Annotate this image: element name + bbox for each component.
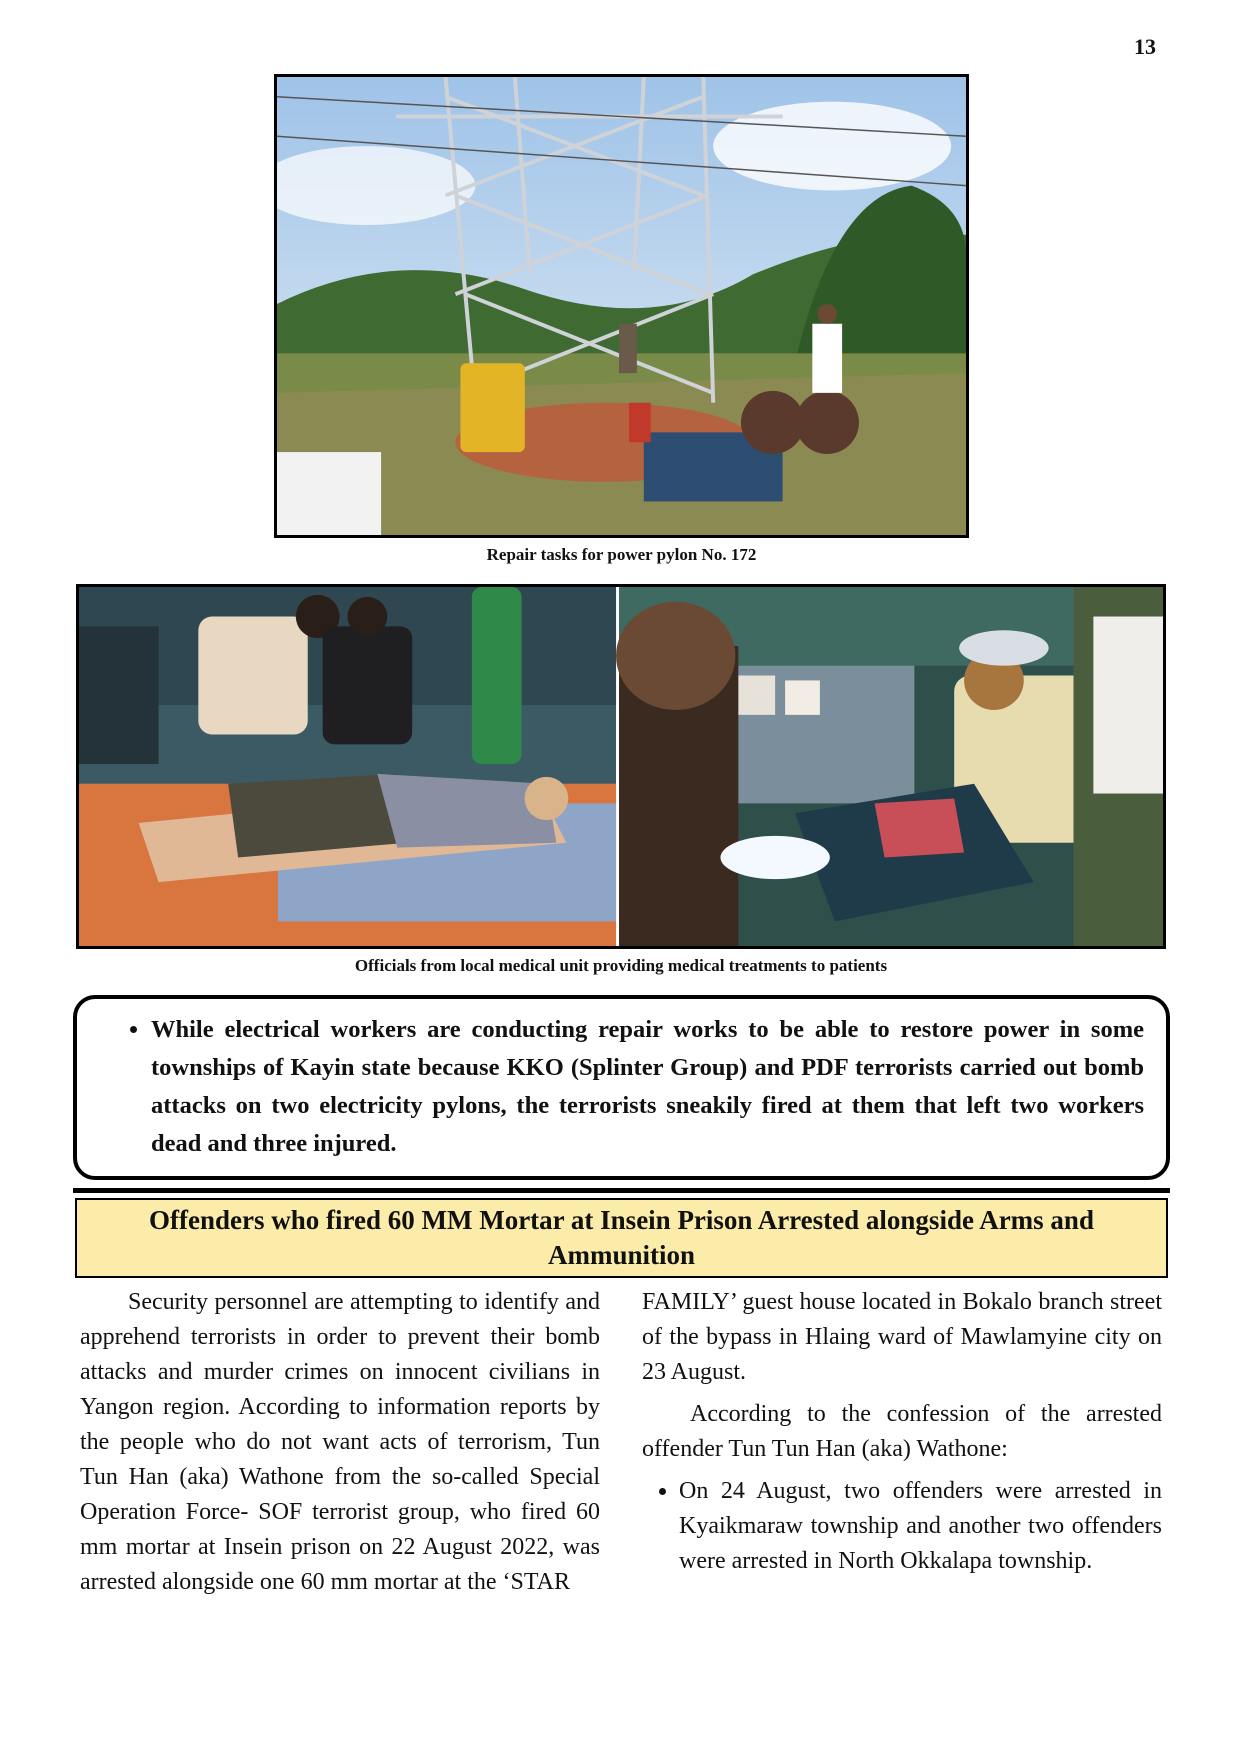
article-bullet-list xyxy=(642,1474,1162,1579)
article-paragraph: FAMILY’ guest house located in Bokalo branch street of the bypass in Hlaing ward of Mawlamyine city on 23 August. xyxy=(642,1289,1162,1385)
article-headline-box xyxy=(75,1198,1168,1278)
article-paragraph: According to the confession of the arrested offender Tun Tun Han (aka) Wathone: xyxy=(642,1401,1162,1462)
medical-photo-caption: Officials from local medical unit providing medical treatments to patients xyxy=(354,956,888,975)
medical-treatment-photo xyxy=(76,584,1166,949)
article-bullet: • On 24 August, two offenders were arrested in Kyaikmaraw township and another two offenders were arrested in North Okkalapa township. xyxy=(679,1474,1162,1579)
summary-box xyxy=(73,995,1170,1180)
pylon-photo-caption: Repair tasks for power pylon No. 172 xyxy=(486,545,757,564)
summary-list xyxy=(125,1011,1144,1163)
article-column-left xyxy=(80,1285,600,1600)
summary-bullet: • While electrical workers are conducting repair works to be able to restore power in some townships of Kayin state because KKO (Splinter Group) and PDF terrorists carried out bomb attacks on two electricity pylons, the terrorists sneakily fired at them that left two workers dead and three injured. xyxy=(151,1011,1144,1163)
section-divider xyxy=(73,1188,1170,1193)
article-column-right xyxy=(642,1285,1162,1579)
page-number: 13 xyxy=(1134,34,1156,59)
article-paragraph: Security personnel are attempting to identify and apprehend terrorists in order to prevent their bomb attacks and murder crimes on innocent civilians in Yangon region. According to information reports by the people who do not want acts of terrorism, Tun Tun Han (aka) Wathone from the so-called Special Operation Force- SOF terrorist group, who fired 60 mm mortar at Insein prison on 22 August 2022, was arrested alongside one 60 mm mortar at the ‘STAR xyxy=(80,1289,600,1595)
pylon-repair-photo xyxy=(274,74,969,538)
article-headline: Offenders who fired 60 MM Mortar at Insein Prison Arrested alongside Arms and Ammunition xyxy=(149,1205,1094,1270)
